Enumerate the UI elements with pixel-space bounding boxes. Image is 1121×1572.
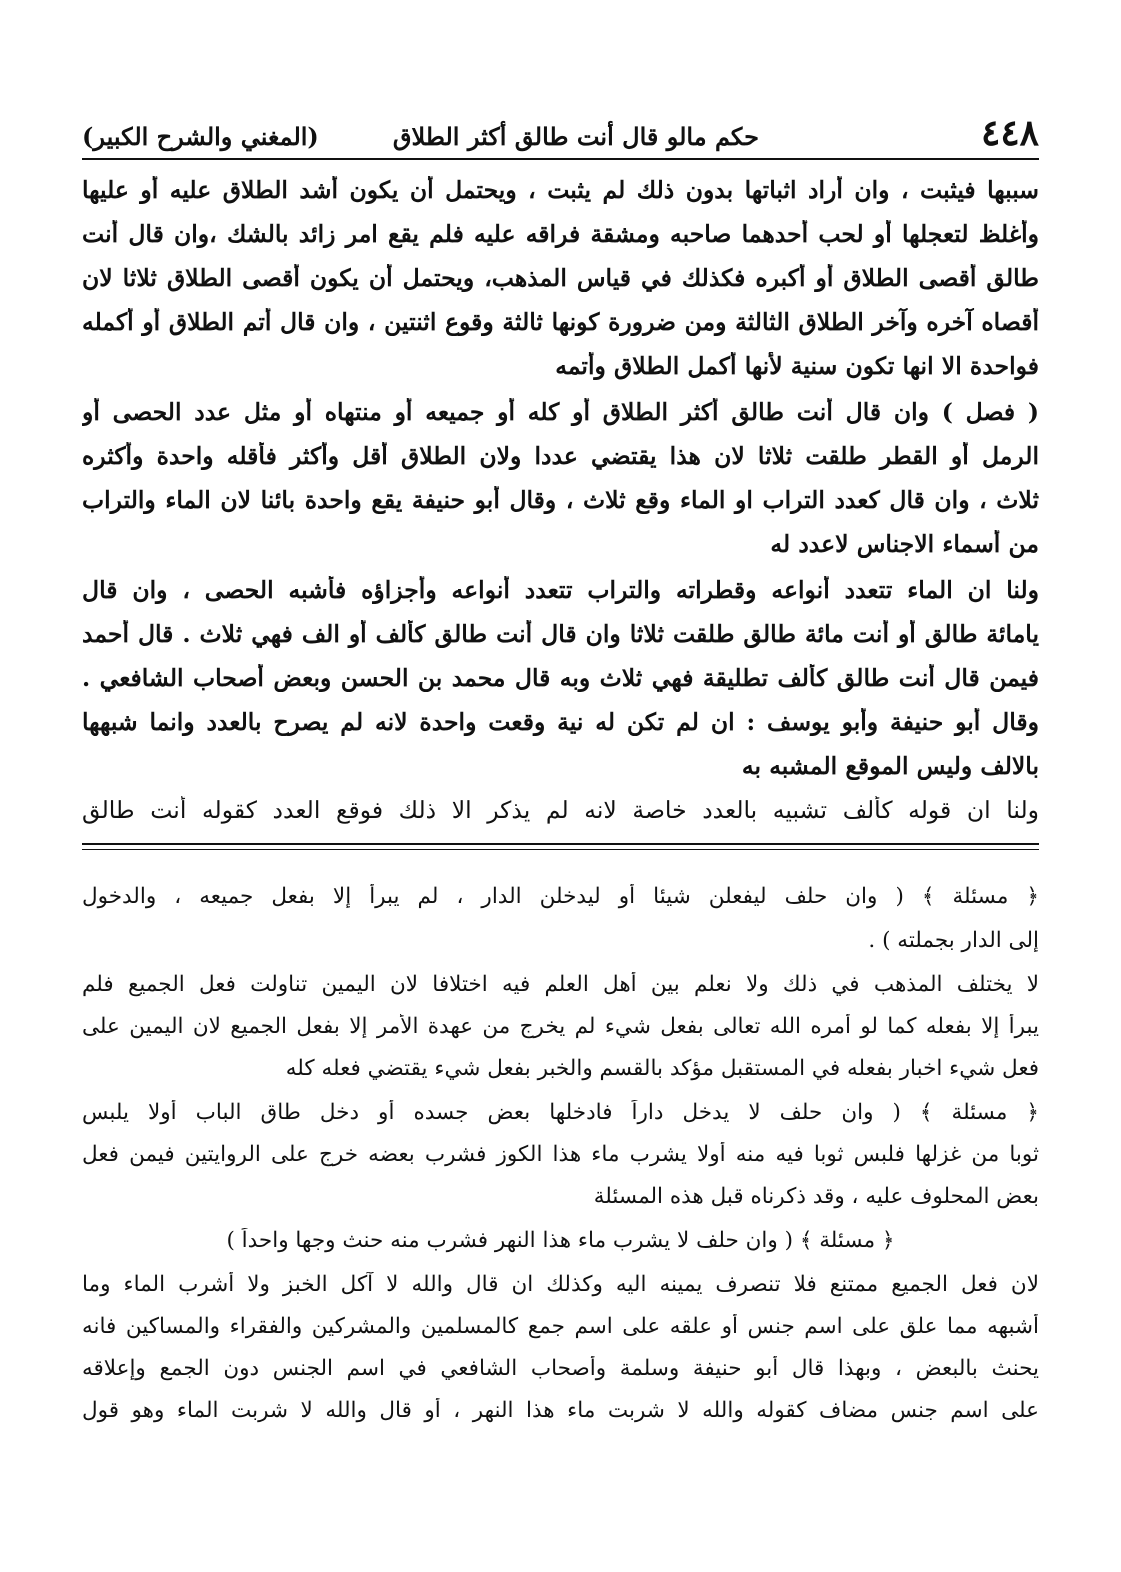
text-line: يامائة طالق أو أنت مائة طالق طلقت ثلاثا وان قال أنت طالق كألف أو الف فهي ثلاث . قال أحمد [82, 620, 1039, 648]
main-text [82, 176, 1039, 836]
text-line: طالق أقصى الطلاق أو أكبره فكذلك في قياس المذهب، ويحتمل أن يكون أقصى الطلاق ثلاثا لان [82, 264, 1039, 292]
text-line: يبرأ إلا بفعله كما لو أمره الله تعالى بفعل شيء لم يخرج من عهدة الأمر إلا بفعل الجميع لان اليمين على [82, 1014, 1039, 1039]
text-line: لان فعل الجميع ممتنع فلا تنصرف يمينه اليه وكذلك ان قال والله لا آكل الخبز ولا أشرب الماء وما [82, 1272, 1039, 1297]
text-line: سببها فيثبت ، وان أراد اثباتها بدون ذلك لم يثبت ، ويحتمل أن يكون أشد الطلاق عليه أو عليها [82, 176, 1039, 204]
text-line: إلى الدار بجملته ) . [868, 928, 1039, 953]
issue-heading-line: ﴿ مسئلة ﴾ ( وان حلف لا يشرب ماء هذا النهر فشرب منه حنث وجها واحداً ) [226, 1228, 895, 1253]
section-divider [82, 843, 1039, 845]
text-line: فيمن قال أنت طالق كألف تطليقة فهي ثلاث وبه قال محمد بن الحسن وبعض أصحاب الشافعي . [82, 664, 1039, 692]
text-line: وأغلظ لتعجلها أو لحب أحدهما صاحبه ومشقة فراقه عليه فلم يقع امر زائد بالشك ،وان قال أنت [82, 220, 1039, 248]
text-line: أشبهه مما علق على اسم جنس أو علقه على اسم جمع كالمسلمين والمشركين والفقراء والمساكين فانه [82, 1314, 1039, 1339]
text-line: بعض المحلوف عليه ، وقد ذكرناه قبل هذه المسئلة [593, 1184, 1039, 1209]
book-title: (المغني والشرح الكبير) [82, 122, 319, 151]
issue-heading-line: ﴿ مسئلة ﴾ ( وان حلف ليفعلن شيئا أو ليدخلن الدار ، لم يبرأ إلا بفعل جميعه ، والدخول [82, 884, 1039, 909]
text-line: فواحدة الا انها تكون سنية لأنها أكمل الطلاق وأتمه [555, 352, 1039, 380]
text-line: لا يختلف المذهب في ذلك ولا نعلم بين أهل العلم فيه اختلافا لان اليمين تناولت فعل الجميع فلم [82, 972, 1039, 997]
text-line: من أسماء الاجناس لاعدد له [770, 530, 1039, 558]
header-rule [82, 158, 1039, 160]
section-heading-line: ( فصل ) وان قال أنت طالق أكثر الطلاق أو كله أو جميعه أو منتهاه أو مثل عدد الحصى أو [82, 398, 1039, 426]
text-line: وقال أبو حنيفة وأبو يوسف : ان لم تكن له نية وقعت واحدة لانه لم يصرح بالعدد وانما شبهها [82, 708, 1039, 736]
text-line: ولنا ان الماء تتعدد أنواعه وقطراته والتراب تتعدد أنواعه وأجزاؤه فأشبه الحصى ، وان قال [82, 576, 1039, 604]
page-number: ٤٤٨ [980, 112, 1039, 154]
section-divider-thin [82, 849, 1039, 850]
text-line: أقصاه آخره وآخر الطلاق الثالثة ومن ضرورة كونها ثالثة وقوع اثنتين ، وان قال أتم الطلاق أو أكمله [82, 308, 1039, 336]
text-line: ثلاث ، وان قال كعدد التراب او الماء وقع ثلاث ، وقال أبو حنيفة يقع واحدة بائنا لان الماء والتراب [82, 486, 1039, 514]
text-line: على اسم جنس مضاف كقوله والله لا شربت ماء هذا النهر ، أو قال والله لا شربت الماء وهو قول [82, 1398, 1039, 1423]
text-line: ثوبا من غزلها فلبس ثوبا فيه منه أولا يشرب ماء هذا الكوز فشرب بعضه خرج على الروايتين فيمن فعل [82, 1142, 1039, 1167]
text-line: يحنث بالبعض ، وبهذا قال أبو حنيفة وسلمة وأصحاب الشافعي في اسم الجنس دون الجمع وإعلاقه [82, 1356, 1039, 1381]
text-line: بالالف وليس الموقع المشبه به [741, 752, 1039, 780]
text-line: الرمل أو القطر طلقت ثلاثا لان هذا يقتضي عددا ولان الطلاق أقل وأكثر فأقله واحدة وأكثره [82, 442, 1039, 470]
commentary-text [82, 884, 1039, 1474]
running-title: حكم مالو قال أنت طالق أكثر الطلاق [392, 122, 759, 151]
text-line: ولنا ان قوله كألف تشبيه بالعدد خاصة لانه لم يذكر الا ذلك فوقع العدد كقوله أنت طالق [82, 796, 1039, 824]
page-header [82, 112, 1039, 156]
text-line: فعل شيء اخبار بفعله في المستقبل مؤكد بالقسم والخبر بفعل شيء يقتضي فعله كله [285, 1056, 1039, 1081]
issue-heading-line: ﴿ مسئلة ﴾ ( وان حلف لا يدخل داراً فادخلها بعض جسده أو دخل طاق الباب أولا يلبس [82, 1100, 1039, 1125]
